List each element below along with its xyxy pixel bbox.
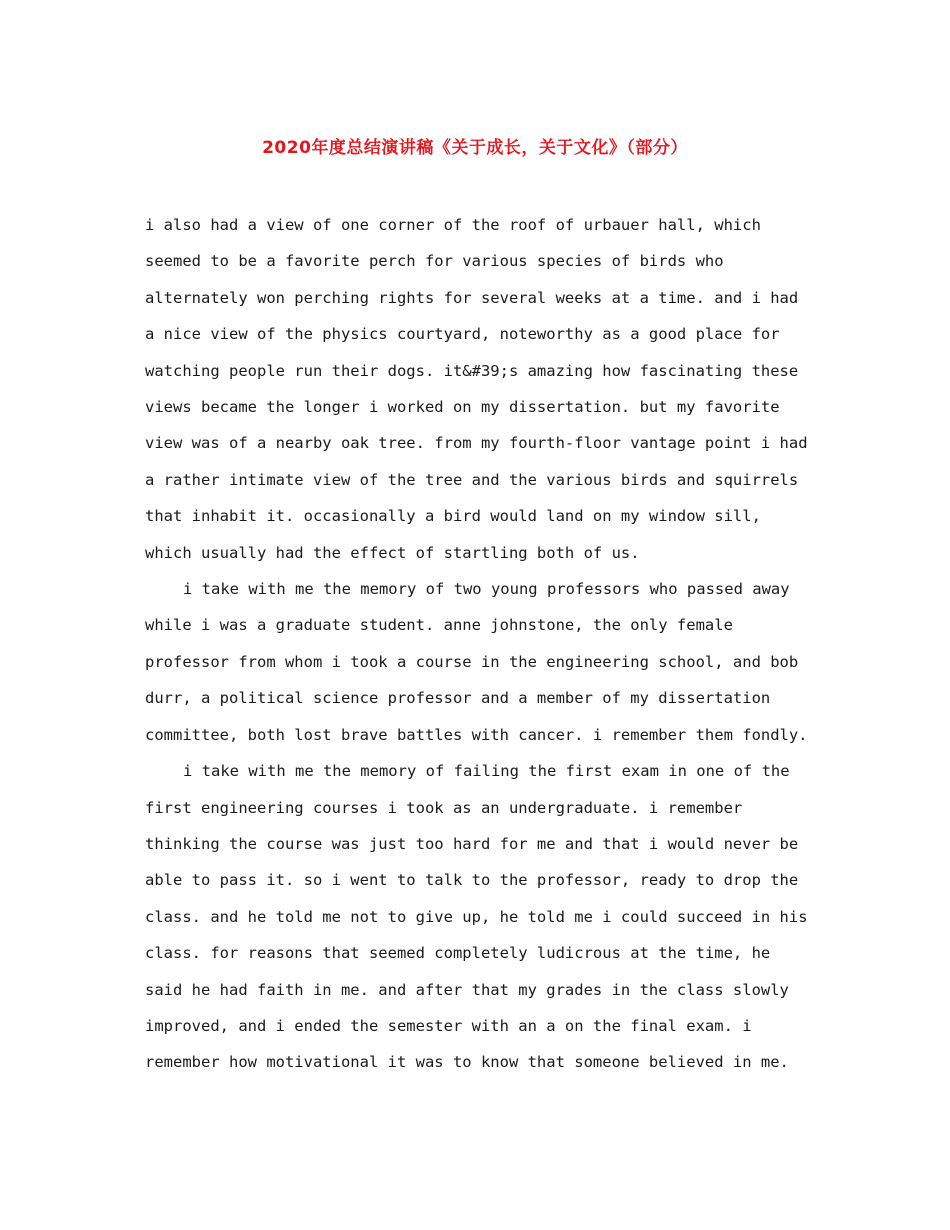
text-line: first engineering courses i took as an undergraduate. i remember bbox=[145, 798, 743, 817]
text-line: class. and he told me not to give up, he told me i could succeed in his bbox=[145, 907, 808, 926]
text-line: able to pass it. so i went to talk to the professor, ready to drop the bbox=[145, 871, 799, 890]
text-line: said he had faith in me. and after that my grades in the class slowly bbox=[145, 980, 789, 999]
text-line: professor from whom i took a course in the engineering school, and bob bbox=[145, 652, 799, 671]
text-line: committee, both lost brave battles with cancer. i remember them fondly. bbox=[145, 725, 808, 744]
text-line: watching people run their dogs. it&#39;s amazing how fascinating these bbox=[145, 361, 799, 380]
paragraph bbox=[145, 207, 815, 571]
text-line: i take with me the memory of two young professors who passed away bbox=[183, 580, 790, 599]
text-line: views became the longer i worked on my dissertation. but my favorite bbox=[145, 398, 780, 417]
text-line: view was of a nearby oak tree. from my fourth-floor vantage point i had bbox=[145, 434, 808, 453]
text-line: i also had a view of one corner of the roof of urbauer hall, which bbox=[145, 216, 761, 234]
text-line: that inhabit it. occasionally a bird would land on my window sill, bbox=[145, 507, 761, 526]
text-line: thinking the course was just too hard for me and that i would never be bbox=[145, 834, 799, 853]
text-line: seemed to be a favorite perch for various species of birds who bbox=[145, 252, 724, 271]
paragraph bbox=[145, 753, 815, 1081]
text-line: a nice view of the physics courtyard, noteworthy as a good place for bbox=[145, 325, 780, 344]
text-line: i take with me the memory of failing the first exam in one of the bbox=[183, 762, 790, 781]
document-title: 2020年度总结演讲稿《关于成长，关于文化》（部分） bbox=[262, 138, 688, 158]
text-line: remember how motivational it was to know that someone believed in me. bbox=[145, 1053, 789, 1072]
text-line: alternately won perching rights for several weeks at a time. and i had bbox=[145, 288, 799, 307]
text-line: durr, a political science professor and a member of my dissertation bbox=[145, 689, 771, 708]
text-line: which usually had the effect of startling both of us. bbox=[145, 543, 640, 562]
text-line: a rather intimate view of the tree and the various birds and squirrels bbox=[145, 470, 799, 489]
text-line: improved, and i ended the semester with an a on the final exam. i bbox=[145, 1016, 752, 1035]
text-line: class. for reasons that seemed completely ludicrous at the time, he bbox=[145, 944, 771, 963]
text-line: while i was a graduate student. anne johnstone, the only female bbox=[145, 616, 733, 635]
paragraph bbox=[145, 571, 815, 753]
document-body bbox=[145, 207, 815, 1081]
